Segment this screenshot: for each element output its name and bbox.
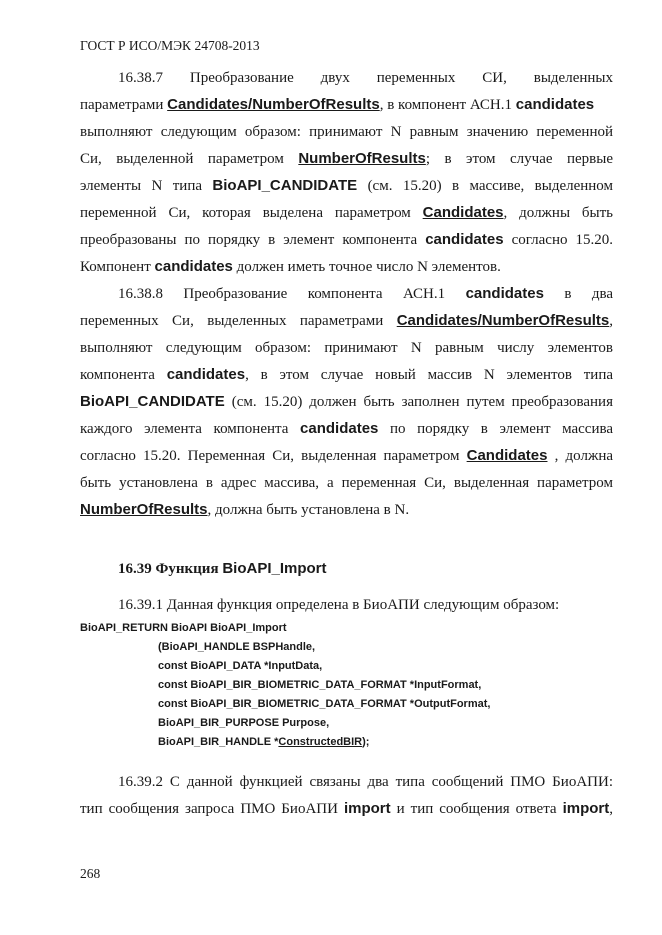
code-signature-line: BioAPI_RETURN BioAPI BioAPI_Import: [80, 622, 287, 634]
para-16-38-7-line-3: выполняют следующим образом: принимают N равным значению переменной: [80, 124, 613, 140]
code-param-line: const BioAPI_DATA *InputData,: [158, 660, 323, 672]
param-constructedbir: ConstructedBIR: [278, 736, 363, 748]
type-bioapi-candidate: BioAPI_CANDIDATE: [212, 177, 358, 194]
para-16-39-1: 16.39.1 Данная функция определена в БиоАПИ следующим образом:: [118, 597, 560, 613]
asn1-component-candidates: candidates: [515, 96, 595, 113]
running-header: ГОСТ Р ИСО/МЭК 24708-2013: [80, 38, 260, 53]
code-param-line: (BioAPI_HANDLE BSPHandle,: [158, 641, 316, 653]
type-bioapi-candidate: BioAPI_CANDIDATE: [80, 393, 225, 410]
section-heading: 16.39 Функция BioAPI_Import: [118, 560, 327, 577]
asn1-component-candidates: candidates: [425, 231, 504, 248]
param-candidates: Candidates: [422, 204, 504, 221]
param-numberofresults: NumberOfResults: [298, 150, 426, 167]
para-16-38-8-line-2: переменных Си, выделенных параметрами Candidates/NumberOfResults,: [80, 312, 614, 329]
para-16-38-8-line-3: выполняют следующим образом: принимают N равным числу элементов: [80, 340, 613, 356]
para-16-38-8-line-4: компонента candidates, в этом случае новый массив N элементов типа: [80, 366, 614, 383]
para-16-38-7-line-5: элементы N типа BioAPI_CANDIDATE (см. 15.20) в массиве, выделенном: [80, 177, 614, 194]
page-number: 268: [80, 866, 101, 881]
param-candidates: Candidates: [466, 447, 548, 464]
asn1-component-candidates: candidates: [166, 366, 246, 383]
message-type-import: import: [343, 800, 391, 817]
para-16-39-2-line-2: тип сообщения запроса ПМО БиоАПИ import и тип сообщения ответа import,: [80, 800, 614, 817]
message-type-import: import: [562, 800, 610, 817]
code-param-line: BioAPI_BIR_PURPOSE Purpose,: [158, 717, 330, 729]
para-16-38-8-line-7: согласно 15.20. Переменная Си, выделенная параметром Candidates , должна: [80, 447, 614, 464]
asn1-component-candidates: candidates: [300, 420, 379, 437]
para-16-38-7-line-4: Си, выделенной параметром NumberOfResults; в этом случае первые: [80, 150, 614, 167]
para-16-38-8-line-5: BioAPI_CANDIDATE (см. 15.20) должен быть заполнен путем преобразования: [80, 393, 613, 410]
param-numberofresults: NumberOfResults: [80, 501, 208, 518]
para-16-38-7-line-2: параметрами Candidates/NumberOfResults, в компонент АСН.1 candidates: [80, 96, 595, 113]
para-16-38-7-line-1: 16.38.7 Преобразование двух переменных СИ, выделенных: [118, 70, 613, 86]
para-16-38-8-line-8: быть установлена в адрес массива, а переменная Си, выделенная параметром: [80, 475, 613, 491]
para-16-38-8-line-9: NumberOfResults, должна быть установлена в N.: [80, 501, 410, 518]
param-candidates-numberofresults: Candidates/NumberOfResults: [396, 312, 610, 329]
para-16-38-7-line-8: Компонент candidates должен иметь точное число N элементов.: [80, 258, 501, 275]
code-param-line: const BioAPI_BIR_BIOMETRIC_DATA_FORMAT *InputFormat,: [158, 679, 482, 691]
para-16-38-8-line-1: 16.38.8 Преобразование компонента АСН.1 candidates в два: [118, 285, 614, 302]
para-16-38-8-line-6: каждого элемента компонента candidates по порядку в элемент массива: [80, 420, 614, 437]
para-16-39-2-line-1: 16.39.2 С данной функцией связаны два типа сообщений ПМО БиоАПИ:: [118, 774, 613, 790]
code-param-line: BioAPI_BIR_HANDLE *ConstructedBIR);: [158, 736, 370, 748]
code-param-line: const BioAPI_BIR_BIOMETRIC_DATA_FORMAT *OutputFormat,: [158, 698, 491, 710]
para-16-38-7-line-6: переменной Си, которая выделена параметром Candidates, должны быть: [80, 204, 613, 221]
para-16-38-7-line-7: преобразованы по порядку в элемент компонента candidates согласно 15.20.: [80, 231, 613, 248]
asn1-component-candidates: candidates: [154, 258, 233, 275]
param-candidates-numberofresults: Candidates/NumberOfResults: [167, 96, 380, 113]
